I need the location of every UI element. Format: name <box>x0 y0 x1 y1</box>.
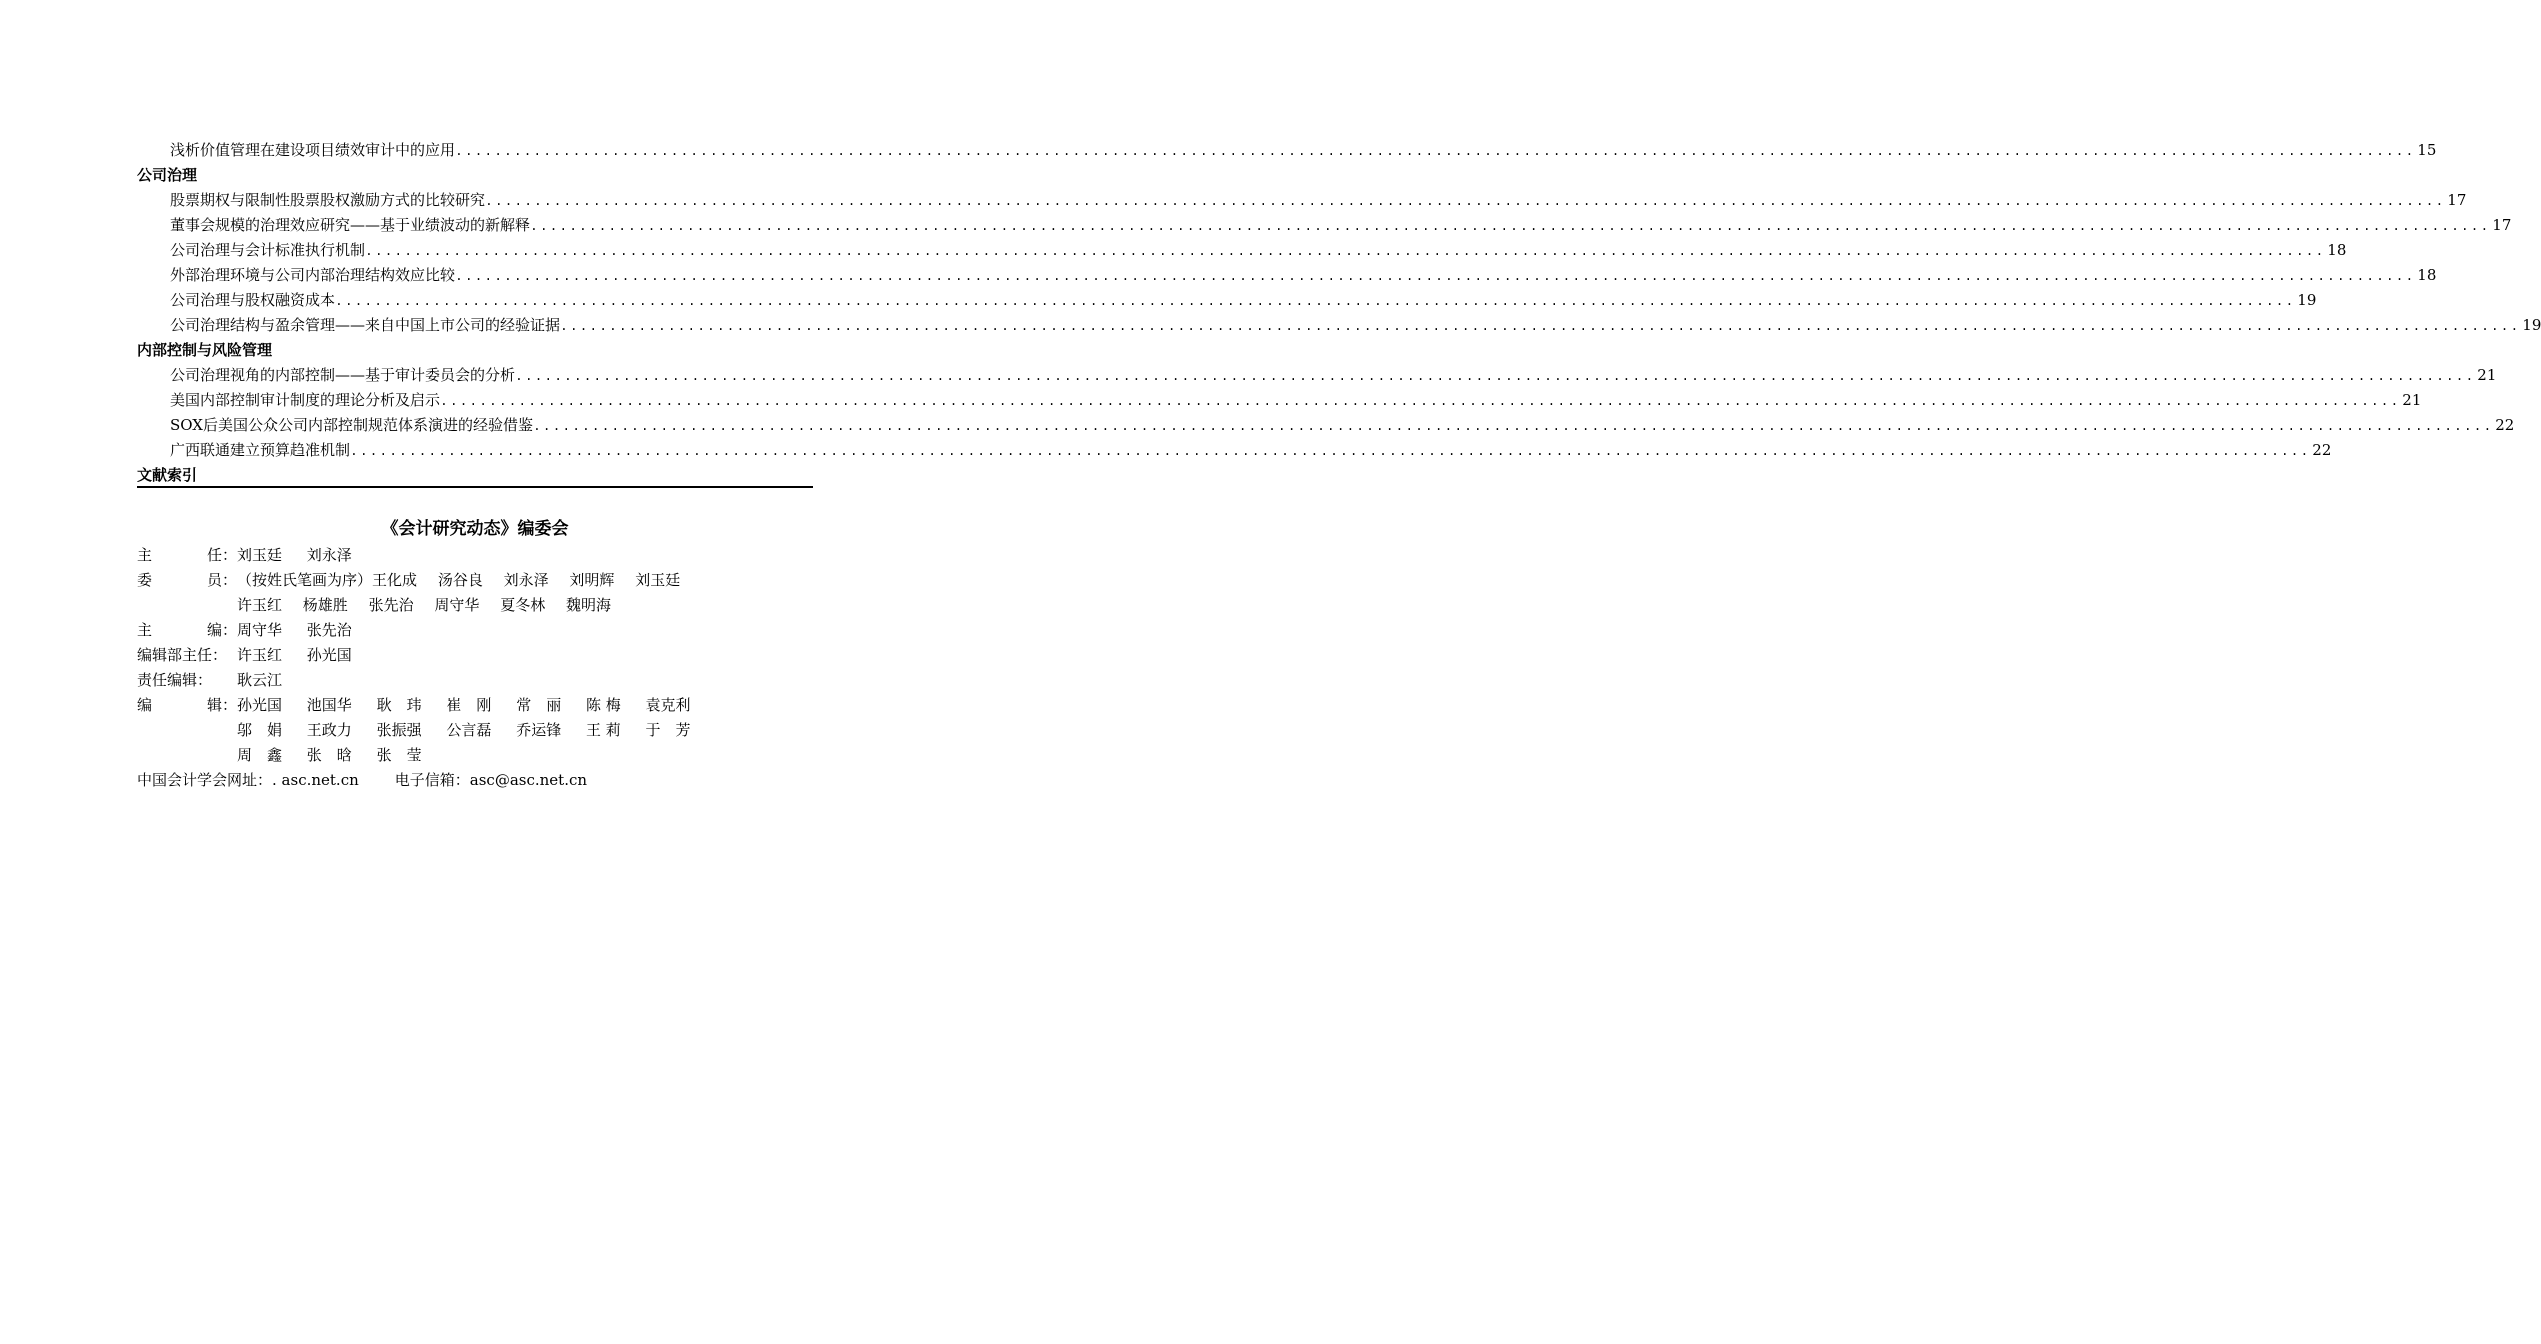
members-label: 委 员： <box>137 571 237 589</box>
toc-entry-title: 公司治理与会计标准执行机制 <box>170 241 366 259</box>
toc-entry-title: 美国内部控制审计制度的理论分析及启示 <box>170 391 441 409</box>
toc-entry-page: 19 <box>2522 316 2541 334</box>
editors-row <box>137 693 813 718</box>
editors-names-line1: 孙光国 池国华 耿 玮 崔 刚 常 丽 陈 梅 袁克利 <box>237 696 691 714</box>
website-link[interactable]: . asc.net.cn <box>272 771 359 789</box>
toc-leader-dots: ........................................................................................................................................................................................................ <box>485 194 2446 209</box>
toc-entry-title: 广西联通建立预算趋准机制 <box>170 441 351 459</box>
toc-entry-title: 股票期权与限制性股票股权激励方式的比较研究 <box>170 191 486 209</box>
toc-entry-page: 22 <box>2312 441 2332 459</box>
email-label: 电子信箱： <box>394 771 470 789</box>
toc-entry-page: 15 <box>2417 141 2437 159</box>
toc-entry-page: 17 <box>2492 216 2512 234</box>
toc-entry-title: SOX后美国公众公司内部控制规范体系演进的经验借鉴 <box>170 416 533 434</box>
toc-section-heading: 公司治理 <box>137 166 198 184</box>
toc-entry[interactable] <box>137 238 2347 263</box>
email-link[interactable]: asc@asc.net.cn <box>469 771 588 789</box>
toc-leader-dots: ........................................................................................................................................................................................................ <box>455 144 2416 159</box>
toc-leader-dots: ........................................................................................................................................................................................................ <box>350 444 2311 459</box>
members-names-line2: 许玉红 杨雄胜 张先治 周守华 夏冬林 魏明海 <box>237 596 611 614</box>
editors-names-line2: 邬 娟 王政力 张振强 公言磊 乔运锋 王 莉 于 芳 <box>237 721 691 739</box>
chief-editor-names: 周守华 张先治 <box>237 621 352 639</box>
members-names-line1: （按姓氏笔画为序）王化成 汤谷良 刘永泽 刘明辉 刘玉廷 <box>237 571 681 589</box>
toc-leader-dots: ........................................................................................................................................................................................................ <box>530 219 2491 234</box>
committee-title: 《会计研究动态》编委会 <box>381 519 569 539</box>
editors-label: 编 辑： <box>137 696 237 714</box>
members-row-2 <box>137 593 813 618</box>
responsible-editor-names: 耿云江 <box>237 671 283 689</box>
director-row <box>137 543 813 568</box>
website-label: 中国会计学会网址： <box>137 771 273 789</box>
toc-leader-dots: ........................................................................................................................................................................................................ <box>365 244 2326 259</box>
contact-line <box>137 768 813 793</box>
toc-section-heading: 内部控制与风险管理 <box>137 341 273 359</box>
toc-leader-dots: ........................................................................................................................................................................................................ <box>455 269 2416 284</box>
chief-editor-row <box>137 618 813 643</box>
toc-entry-page: 18 <box>2417 266 2437 284</box>
toc-entry-title: 公司治理视角的内部控制——基于审计委员会的分析 <box>170 366 516 384</box>
toc-leader-dots: ........................................................................................................................................................................................................ <box>335 294 2296 309</box>
document-page <box>137 138 2541 793</box>
editors-row-3 <box>137 743 813 768</box>
toc-entry[interactable] <box>137 138 2437 163</box>
toc-entry[interactable] <box>137 188 2467 213</box>
toc-entry-page: 17 <box>2447 191 2467 209</box>
toc-entry-title: 董事会规模的治理效应研究——基于业绩波动的新解释 <box>170 216 531 234</box>
responsible-editor-label: 责任编辑： <box>137 671 213 689</box>
toc-entry[interactable] <box>137 438 2332 463</box>
toc-entry[interactable] <box>137 388 2422 413</box>
toc-entry[interactable] <box>137 288 2317 313</box>
toc-leader-dots: ........................................................................................................................................................................................................ <box>533 419 2494 434</box>
toc-entry-title: 外部治理环境与公司内部治理结构效应比较 <box>170 266 456 284</box>
table-of-contents <box>137 138 2541 488</box>
toc-entry-title: 公司治理与股权融资成本 <box>170 291 336 309</box>
toc-entry-title: 浅析价值管理在建设项目绩效审计中的应用 <box>170 141 456 159</box>
toc-section-heading: 文献索引 <box>137 463 813 488</box>
members-row <box>137 568 813 593</box>
dept-director-names: 许玉红 孙光国 <box>237 646 352 664</box>
editors-names-line3: 周 鑫 张 晗 张 莹 <box>237 746 422 764</box>
toc-entry-title: 公司治理结构与盈余管理——来自中国上市公司的经验证据 <box>170 316 561 334</box>
toc-entry[interactable] <box>137 363 2497 388</box>
toc-leader-dots: ........................................................................................................................................................................................................ <box>515 369 2476 384</box>
dept-director-label: 编辑部主任： <box>137 646 228 664</box>
toc-leader-dots: ........................................................................................................................................................................................................ <box>560 319 2521 334</box>
toc-entry[interactable] <box>137 413 2515 438</box>
toc-leader-dots: ........................................................................................................................................................................................................ <box>440 394 2401 409</box>
toc-entry[interactable] <box>137 213 2512 238</box>
editors-row-2 <box>137 718 813 743</box>
chief-editor-label: 主 编： <box>137 621 237 639</box>
responsible-editor-row <box>137 668 813 693</box>
toc-entry-page: 18 <box>2327 241 2347 259</box>
toc-entry-page: 21 <box>2402 391 2422 409</box>
toc-entry[interactable] <box>137 313 2541 338</box>
toc-entry-page: 22 <box>2495 416 2515 434</box>
director-label: 主 任： <box>137 546 237 564</box>
dept-director-row <box>137 643 813 668</box>
toc-entry-page: 21 <box>2477 366 2497 384</box>
toc-entry[interactable] <box>137 263 2437 288</box>
toc-entry-page: 19 <box>2297 291 2317 309</box>
director-names: 刘玉廷 刘永泽 <box>237 546 352 564</box>
